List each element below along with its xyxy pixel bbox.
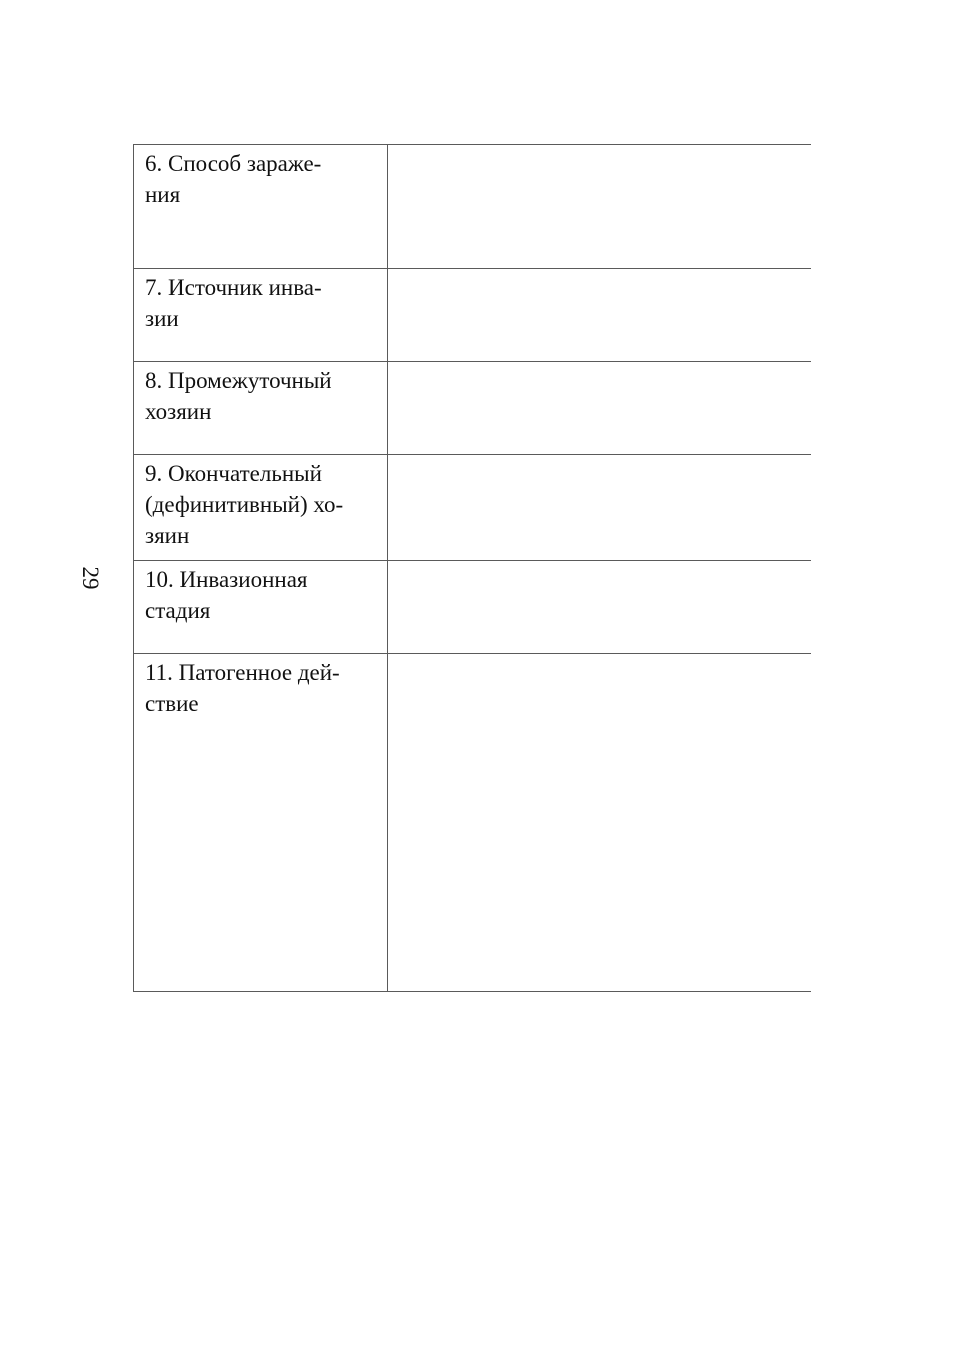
table-row — [134, 455, 811, 561]
row-label-pathogenic-effect: 11. Патогенное дей- ствие — [145, 660, 340, 716]
row-label-cell — [134, 561, 388, 654]
row-label-definitive-host: 9. Окончательный (дефинитивный) хо- зяин — [145, 461, 344, 548]
page-number: 29 — [78, 566, 103, 590]
row-value-cell — [388, 455, 811, 561]
row-label-invasion-source: 7. Источник инва- зии — [145, 275, 322, 331]
table-row — [134, 362, 811, 455]
table-row — [134, 269, 811, 362]
row-label-cell — [134, 145, 388, 269]
table-row — [134, 654, 811, 992]
row-label-cell — [134, 362, 388, 455]
parasite-description-table — [133, 144, 811, 992]
row-label-cell — [134, 269, 388, 362]
row-label-cell — [134, 654, 388, 992]
row-value-cell — [388, 362, 811, 455]
row-value-cell — [388, 145, 811, 269]
row-label-invasive-stage: 10. Инвазионная стадия — [145, 567, 308, 623]
row-value-cell — [388, 561, 811, 654]
row-label-infection-method: 6. Способ зараже- ния — [145, 151, 322, 207]
table-row — [134, 561, 811, 654]
row-value-cell — [388, 654, 811, 992]
row-label-intermediate-host: 8. Промежуточный хозяин — [145, 368, 332, 424]
row-label-cell — [134, 455, 388, 561]
table-row — [134, 145, 811, 269]
row-value-cell — [388, 269, 811, 362]
